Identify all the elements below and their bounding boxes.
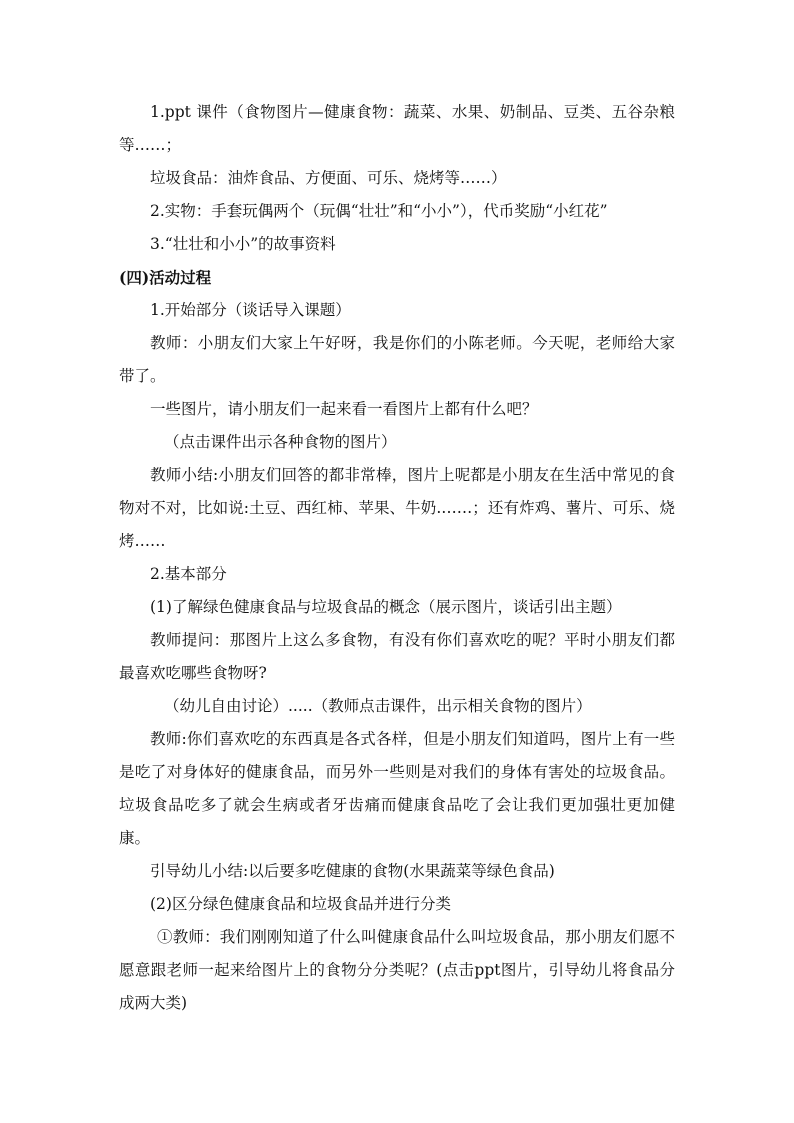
teacher-question-paragraph: 教师提问：那图片上这么多食物，有没有你们喜欢吃的呢？平时小朋友们都最喜欢吃哪些食物呀? [119,631,675,682]
teacher-explanation-paragraph: 教师:你们喜欢吃的东西真是各式各样，但是小朋友们知道吗，图片上有一些是吃了对身体好的健康食品，而另外一些则是对我们的身体有害处的垃圾食品。垃圾食品吃多了就会生病或者牙齿痛而健康食品吃了会让我们更加强壮更加健康。 [119,730,675,847]
classify-foods-subtitle: (2)区分绿色健康食品和垃圾食品并进行分类 [150,895,451,913]
materials-junk-food-line: 垃圾食品：油炸食品、方便面、可乐、烧烤等……） [150,169,507,187]
section-heading-activity-process: (四)活动过程 [119,268,212,287]
document-body [119,96,675,1020]
teacher-summary-paragraph: 教师小结:小朋友们回答的都非常棒，图片上呢都是小朋友在生活中常见的食物对不对，比如说:土豆、西红柿、苹果、牛奶.……；还有炸鸡、薯片、可乐、烧烤…… [119,466,675,550]
click-courseware-note: （点击课件出示各种食物的图片） [164,433,397,451]
classification-activity-paragraph: ①教师：我们刚刚知道了什么叫健康食品什么叫垃圾食品，那小朋友们愿不愿意跟老师一起来给图片上的食物分分类呢？(点击ppt图片，引导幼儿将食品分成两大类) [119,928,675,1012]
basic-section-title: 2.基本部分 [150,565,227,583]
free-discussion-note: （幼儿自由讨论）.....（教师点击课件，出示相关食物的图片） [164,697,592,715]
start-section-title: 1.开始部分（谈话导入课题） [150,301,351,319]
teacher-greeting-paragraph: 教师：小朋友们大家上午好呀，我是你们的小陈老师。今天呢，老师给大家带了。 [119,334,675,385]
materials-puppets-line: 2.实物：手套玩偶两个（玩偶“壮壮”和“小小”），代币奖励“小红花” [150,202,608,220]
pictures-prompt-paragraph: 一些图片，请小朋友们一起来看一看图片上都有什么吧？ [150,400,538,418]
materials-ppt-line: 1.ppt 课件（食物图片—健康食物：蔬菜、水果、奶制品、豆类、五谷杂粮等……； [119,103,675,154]
understand-concept-subtitle: (1)了解绿色健康食品与垃圾食品的概念（展示图片，谈话引出主题） [150,598,622,616]
materials-story-line: 3.“壮壮和小小”的故事资料 [150,235,336,253]
guided-summary-paragraph: 引导幼儿小结:以后要多吃健康的食物(水果蔬菜等绿色食品) [150,862,555,880]
